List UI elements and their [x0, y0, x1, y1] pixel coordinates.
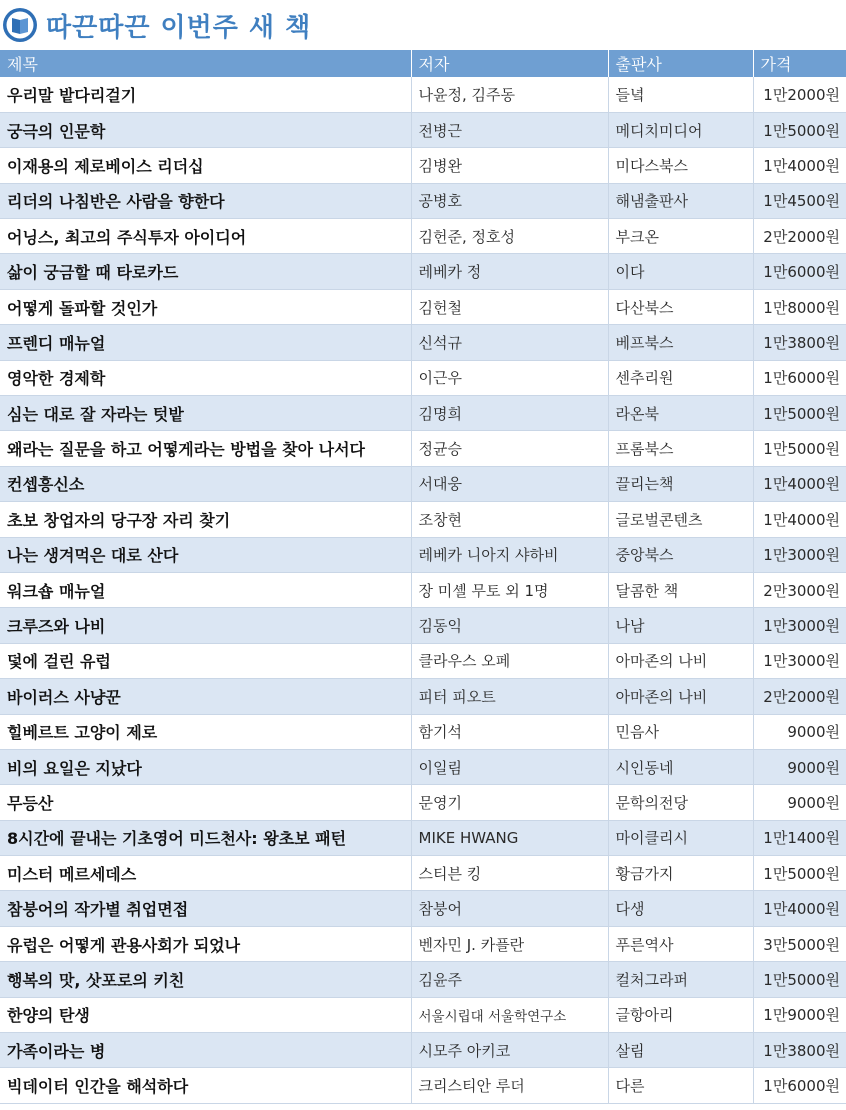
- book-price: 1만1400원: [753, 820, 846, 855]
- table-row: [0, 77, 846, 112]
- book-title: 바이러스 사냥꾼: [0, 679, 411, 714]
- book-price: 1만6000원: [753, 1068, 846, 1103]
- book-author: 김명희: [411, 396, 608, 431]
- table-row: [0, 572, 846, 607]
- book-price: 1만5000원: [753, 962, 846, 997]
- book-author: 김윤주: [411, 962, 608, 997]
- book-author: 스티븐 킹: [411, 856, 608, 891]
- table-row: [0, 254, 846, 289]
- book-author: 나윤정, 김주동: [411, 77, 608, 112]
- book-publisher: 마이클리시: [608, 820, 753, 855]
- book-author: 시모주 아키코: [411, 1033, 608, 1068]
- book-title: 가족이라는 병: [0, 1033, 411, 1068]
- book-publisher: 시인동네: [608, 749, 753, 784]
- table-row: [0, 325, 846, 360]
- book-title: 나는 생겨먹은 대로 산다: [0, 537, 411, 572]
- table-row: [0, 1033, 846, 1068]
- table-row: [0, 926, 846, 961]
- book-publisher: 아마존의 나비: [608, 679, 753, 714]
- table-row: [0, 502, 846, 537]
- book-author: 레베카 니아지 샤하비: [411, 537, 608, 572]
- book-price: 1만3000원: [753, 643, 846, 678]
- book-author: 문영기: [411, 785, 608, 820]
- column-header-author: 저자: [411, 50, 608, 77]
- book-title: 힐베르트 고양이 제로: [0, 714, 411, 749]
- book-price: 2만2000원: [753, 679, 846, 714]
- book-price: 1만5000원: [753, 431, 846, 466]
- book-title: 참붕어의 작가별 취업면접: [0, 891, 411, 926]
- book-publisher: 황금가지: [608, 856, 753, 891]
- book-price: 1만4000원: [753, 502, 846, 537]
- book-author: 장 미셸 무토 외 1명: [411, 572, 608, 607]
- book-price: 1만3800원: [753, 1033, 846, 1068]
- table-row: [0, 856, 846, 891]
- book-title: 워크숍 매뉴얼: [0, 572, 411, 607]
- book-publisher: 부크온: [608, 219, 753, 254]
- page-title: 따끈따끈 이번주 새 책: [46, 12, 312, 43]
- book-publisher: 민음사: [608, 714, 753, 749]
- book-publisher: 중앙북스: [608, 537, 753, 572]
- book-price: 1만5000원: [753, 112, 846, 147]
- book-price: 1만6000원: [753, 360, 846, 395]
- book-title: 왜라는 질문을 하고 어떻게라는 방법을 찾아 나서다: [0, 431, 411, 466]
- book-publisher: 프롬북스: [608, 431, 753, 466]
- book-title: 어떻게 돌파할 것인가: [0, 289, 411, 324]
- table-row: [0, 820, 846, 855]
- book-publisher: 나남: [608, 608, 753, 643]
- book-title: 한양의 탄생: [0, 997, 411, 1032]
- book-price: 9000원: [753, 785, 846, 820]
- table-row: [0, 112, 846, 147]
- table-row: [0, 289, 846, 324]
- book-author: 참붕어: [411, 891, 608, 926]
- book-publisher: 살림: [608, 1033, 753, 1068]
- book-price: 1만4000원: [753, 891, 846, 926]
- book-title: 리더의 나침반은 사람을 향한다: [0, 183, 411, 218]
- book-publisher: 라온북: [608, 396, 753, 431]
- book-price: 1만4500원: [753, 183, 846, 218]
- book-author: 조창현: [411, 502, 608, 537]
- table-row: [0, 537, 846, 572]
- book-price: 1만6000원: [753, 254, 846, 289]
- table-row: [0, 360, 846, 395]
- book-publisher: 해냄출판사: [608, 183, 753, 218]
- table-row: [0, 1068, 846, 1103]
- book-author: 공병호: [411, 183, 608, 218]
- column-header-publisher: 출판사: [608, 50, 753, 77]
- book-icon: [2, 7, 38, 43]
- book-author: 전병근: [411, 112, 608, 147]
- book-author: 신석규: [411, 325, 608, 360]
- book-price: 9000원: [753, 714, 846, 749]
- book-author: 김헌철: [411, 289, 608, 324]
- book-author: 레베카 정: [411, 254, 608, 289]
- book-publisher: 다생: [608, 891, 753, 926]
- book-publisher: 들녘: [608, 77, 753, 112]
- book-title: 미스터 메르세데스: [0, 856, 411, 891]
- book-price: 1만2000원: [753, 77, 846, 112]
- book-title: 이재용의 제로베이스 리더십: [0, 148, 411, 183]
- table-row: [0, 608, 846, 643]
- book-author: 클라우스 오페: [411, 643, 608, 678]
- book-publisher: 문학의전당: [608, 785, 753, 820]
- table-row: [0, 431, 846, 466]
- book-author: 서대웅: [411, 466, 608, 501]
- book-title: 행복의 맛, 삿포로의 키친: [0, 962, 411, 997]
- book-price: 1만3000원: [753, 537, 846, 572]
- table-row: [0, 962, 846, 997]
- book-publisher: 메디치미디어: [608, 112, 753, 147]
- book-title: 궁극의 인문학: [0, 112, 411, 147]
- table-row: [0, 219, 846, 254]
- table-row: [0, 891, 846, 926]
- book-price: 1만5000원: [753, 856, 846, 891]
- book-title: 빅데이터 인간을 해석하다: [0, 1068, 411, 1103]
- book-author: 서울시립대 서울학연구소: [411, 997, 608, 1032]
- table-row: [0, 997, 846, 1032]
- book-title: 프렌디 매뉴얼: [0, 325, 411, 360]
- book-price: 9000원: [753, 749, 846, 784]
- book-publisher: 컬처그라퍼: [608, 962, 753, 997]
- page-header: [0, 0, 846, 50]
- book-publisher: 베프북스: [608, 325, 753, 360]
- book-price: 2만2000원: [753, 219, 846, 254]
- book-author: 김동익: [411, 608, 608, 643]
- book-author: 김헌준, 정호성: [411, 219, 608, 254]
- book-author: 이일림: [411, 749, 608, 784]
- book-price: 3만5000원: [753, 926, 846, 961]
- table-row: [0, 679, 846, 714]
- book-author: 크리스티안 루더: [411, 1068, 608, 1103]
- book-publisher: 아마존의 나비: [608, 643, 753, 678]
- book-title: 비의 요일은 지났다: [0, 749, 411, 784]
- book-author: 정균승: [411, 431, 608, 466]
- table-row: [0, 785, 846, 820]
- book-title: 무등산: [0, 785, 411, 820]
- book-publisher: 푸른역사: [608, 926, 753, 961]
- book-title: 심는 대로 잘 자라는 텃밭: [0, 396, 411, 431]
- table-row: [0, 643, 846, 678]
- column-header-title: 제목: [0, 50, 411, 77]
- table-row: [0, 466, 846, 501]
- book-publisher: 다산북스: [608, 289, 753, 324]
- book-price: 1만4000원: [753, 148, 846, 183]
- book-publisher: 달콤한 책: [608, 572, 753, 607]
- book-author: 함기석: [411, 714, 608, 749]
- book-title: 8시간에 끝내는 기초영어 미드천사: 왕초보 패턴: [0, 820, 411, 855]
- book-publisher: 이다: [608, 254, 753, 289]
- book-title: 삶이 궁금할 때 타로카드: [0, 254, 411, 289]
- book-title: 크루즈와 나비: [0, 608, 411, 643]
- book-price: 2만3000원: [753, 572, 846, 607]
- book-title: 컨셉흥신소: [0, 466, 411, 501]
- book-publisher: 다른: [608, 1068, 753, 1103]
- book-table: [0, 50, 846, 1104]
- table-row: [0, 396, 846, 431]
- table-row: [0, 183, 846, 218]
- book-publisher: 글항아리: [608, 997, 753, 1032]
- book-price: 1만9000원: [753, 997, 846, 1032]
- book-publisher: 끌리는책: [608, 466, 753, 501]
- book-price: 1만3800원: [753, 325, 846, 360]
- book-author: 김병완: [411, 148, 608, 183]
- book-title: 덫에 걸린 유럽: [0, 643, 411, 678]
- column-header-price: 가격: [753, 50, 846, 77]
- book-title: 어닝스, 최고의 주식투자 아이디어: [0, 219, 411, 254]
- book-title: 유럽은 어떻게 관용사회가 되었나: [0, 926, 411, 961]
- book-publisher: 글로벌콘텐츠: [608, 502, 753, 537]
- book-author: 피터 피오트: [411, 679, 608, 714]
- book-price: 1만3000원: [753, 608, 846, 643]
- book-author: MIKE HWANG: [411, 820, 608, 855]
- book-author: 이근우: [411, 360, 608, 395]
- table-row: [0, 749, 846, 784]
- book-price: 1만8000원: [753, 289, 846, 324]
- table-row: [0, 148, 846, 183]
- table-row: [0, 714, 846, 749]
- book-price: 1만4000원: [753, 466, 846, 501]
- book-publisher: 센추리원: [608, 360, 753, 395]
- book-publisher: 미다스북스: [608, 148, 753, 183]
- book-title: 영악한 경제학: [0, 360, 411, 395]
- book-price: 1만5000원: [753, 396, 846, 431]
- book-title: 우리말 밭다리걸기: [0, 77, 411, 112]
- book-title: 초보 창업자의 당구장 자리 찾기: [0, 502, 411, 537]
- table-header-row: [0, 50, 846, 77]
- book-author: 벤자민 J. 카플란: [411, 926, 608, 961]
